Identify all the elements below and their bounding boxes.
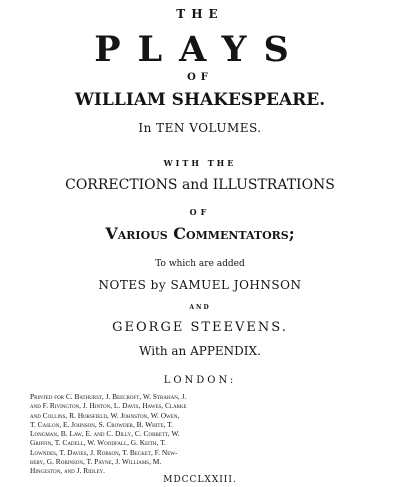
printers-line: Printed for C. Bathurst, J. Beecroft, W. Strahan, J. [30,392,187,401]
printers-line: T. Caslon, E. Johnson, S. Crowder, B. White, T. [30,419,173,429]
printers-line: and Collins, R. Horsfield, W. Johnston, W. Owen, [30,410,180,420]
printers-line: and F. Rivington, J. Hinton, L. Davis, Hawes, Clarke [30,401,187,411]
appendix-line: With an APPENDIX. [139,344,261,358]
london-line: LONDON: [163,375,237,386]
corrections-line: CORRECTIONS and ILLUSTRATIONS [65,177,335,193]
year-line: MDCCLXXIII. [163,475,237,485]
printers-line: Griffin, T. Cadell, W. Woodfall, G. Keith, T. [30,438,166,448]
printers-line: Lowndes, T. Davies, J. Robson, T. Becket, F. New- [30,447,178,457]
commentators-line: Various Commentators; [105,224,295,243]
and-line: AND [189,304,211,311]
printers-line: Longman, B. Law, E. and C. Dilly, C. Corbett, W. [30,429,180,439]
printers-line: Hingeston, and J. Ridley. [30,466,105,476]
of-line-1: OF [187,72,213,83]
added-line: To which are added [155,259,245,269]
plays-heading: PLAYS [94,29,306,70]
with-the-line: WITH THE [163,158,237,168]
of-line-2: OF [189,207,211,217]
printers-list [30,392,372,476]
author-line: WILLIAM SHAKESPEARE. [74,90,326,110]
volumes-line: In TEN VOLUMES. [138,121,262,135]
steevens-line: GEORGE STEEVENS. [112,320,288,335]
printers-line: bery, G. Robinson, T. Payne, J. Williams, M. [30,457,162,467]
notes-line: NOTES by SAMUEL JOHNSON [98,278,302,292]
the-line: THE [176,7,224,21]
